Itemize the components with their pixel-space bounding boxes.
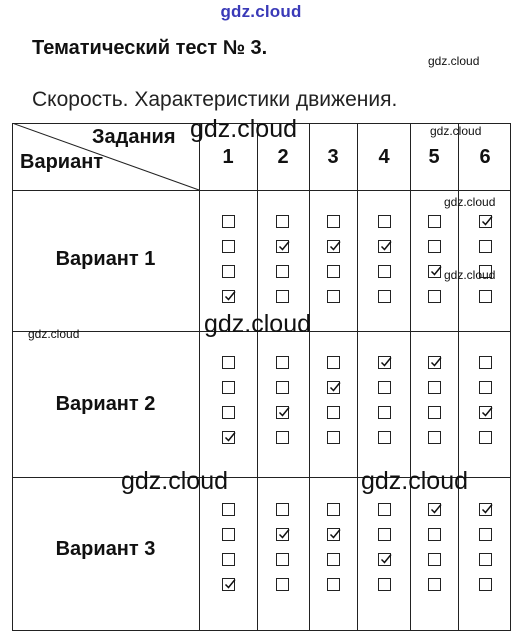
checkbox [327,406,340,419]
checkbox [222,381,235,394]
watermark-text: gdz.cloud [204,310,312,338]
checkmark-icon [224,578,236,590]
checkbox [479,290,492,303]
checkbox-checked [428,265,441,278]
checkmark-icon [329,528,341,540]
checkbox [222,406,235,419]
checkbox-checked [276,240,289,253]
watermark-text: gdz.cloud [190,115,298,143]
checkmark-icon [278,528,290,540]
column-divider [309,123,310,631]
checkmark-icon [278,240,290,252]
checkbox [428,215,441,228]
header-variant-label: Вариант [20,151,104,173]
checkbox [276,290,289,303]
top-watermark: gdz.cloud [220,2,302,21]
column-header-1: 1 [222,146,234,168]
checkbox-checked [222,431,235,444]
checkbox [222,265,235,278]
checkbox [222,240,235,253]
checkbox-checked [327,528,340,541]
checkbox [327,356,340,369]
column-divider [410,123,411,631]
checkbox [276,215,289,228]
column-header-5: 5 [428,146,440,168]
checkbox [222,553,235,566]
checkbox [428,290,441,303]
checkmark-icon [329,381,341,393]
checkbox [378,528,391,541]
checkbox [428,406,441,419]
checkmark-icon [380,240,392,252]
checkmark-icon [481,503,493,515]
column-divider [357,123,358,631]
checkbox [378,431,391,444]
column-header-2: 2 [277,146,289,168]
checkbox [327,578,340,591]
table-border-right [510,123,511,631]
checkmark-icon [224,431,236,443]
checkbox [222,356,235,369]
checkbox-checked [428,356,441,369]
column-header-3: 3 [327,146,339,168]
checkmark-icon [430,356,442,368]
checkbox [378,381,391,394]
checkbox [479,240,492,253]
checkbox-checked [276,528,289,541]
checkbox-checked [428,503,441,516]
checkbox [479,553,492,566]
checkbox [479,528,492,541]
answer-table [12,123,511,631]
checkbox [428,528,441,541]
checkmark-icon [481,215,493,227]
checkmark-icon [430,265,442,277]
row-label-variant-3: Вариант 3 [55,538,156,560]
checkbox [378,215,391,228]
page-subtitle: Скорость. Характеристики движения. [32,88,398,111]
checkbox [327,431,340,444]
checkbox-checked [479,215,492,228]
checkbox [378,406,391,419]
checkbox [378,503,391,516]
checkbox [276,381,289,394]
watermark-text: gdz.cloud [444,268,496,282]
watermark-text: gdz.cloud [444,195,496,209]
watermark-text: gdz.cloud [430,124,482,138]
checkbox [276,265,289,278]
checkbox [327,553,340,566]
checkmark-icon [380,553,392,565]
checkbox [222,503,235,516]
watermark-text: gdz.cloud [361,467,469,495]
checkbox [378,578,391,591]
checkbox [428,431,441,444]
column-header-6: 6 [479,146,491,168]
checkbox [479,381,492,394]
checkmark-icon [224,290,236,302]
checkbox-checked [378,240,391,253]
column-divider [257,123,258,631]
checkbox [378,265,391,278]
checkbox [276,431,289,444]
checkbox-checked [276,406,289,419]
checkbox [428,381,441,394]
checkbox [276,356,289,369]
watermark-text: gdz.cloud [121,467,229,495]
checkmark-icon [430,503,442,515]
page-title: Тематический тест № 3. [32,37,268,59]
checkmark-icon [278,406,290,418]
checkbox [276,503,289,516]
column-divider [199,123,200,631]
checkbox-checked [327,240,340,253]
checkbox [327,290,340,303]
checkbox-checked [479,503,492,516]
checkbox [222,528,235,541]
checkbox [428,578,441,591]
header-tasks-label: Задания [92,126,176,148]
checkbox [479,578,492,591]
checkbox-checked [378,356,391,369]
checkbox [276,578,289,591]
checkbox [327,215,340,228]
checkbox [428,240,441,253]
checkbox-checked [222,578,235,591]
watermark-text: gdz.cloud [28,327,80,341]
checkbox [327,503,340,516]
watermark-text: gdz.cloud [428,54,480,68]
checkbox [428,553,441,566]
checkmark-icon [329,240,341,252]
checkbox [479,356,492,369]
row-label-variant-1: Вариант 1 [55,248,156,270]
checkbox-checked [479,406,492,419]
checkmark-icon [481,406,493,418]
checkbox [276,553,289,566]
checkbox-checked [222,290,235,303]
checkbox [222,215,235,228]
checkbox [479,431,492,444]
checkbox [378,290,391,303]
checkbox-checked [378,553,391,566]
checkbox-checked [327,381,340,394]
checkbox [327,265,340,278]
checkmark-icon [380,356,392,368]
column-header-4: 4 [378,146,390,168]
row-label-variant-2: Вариант 2 [55,393,156,415]
